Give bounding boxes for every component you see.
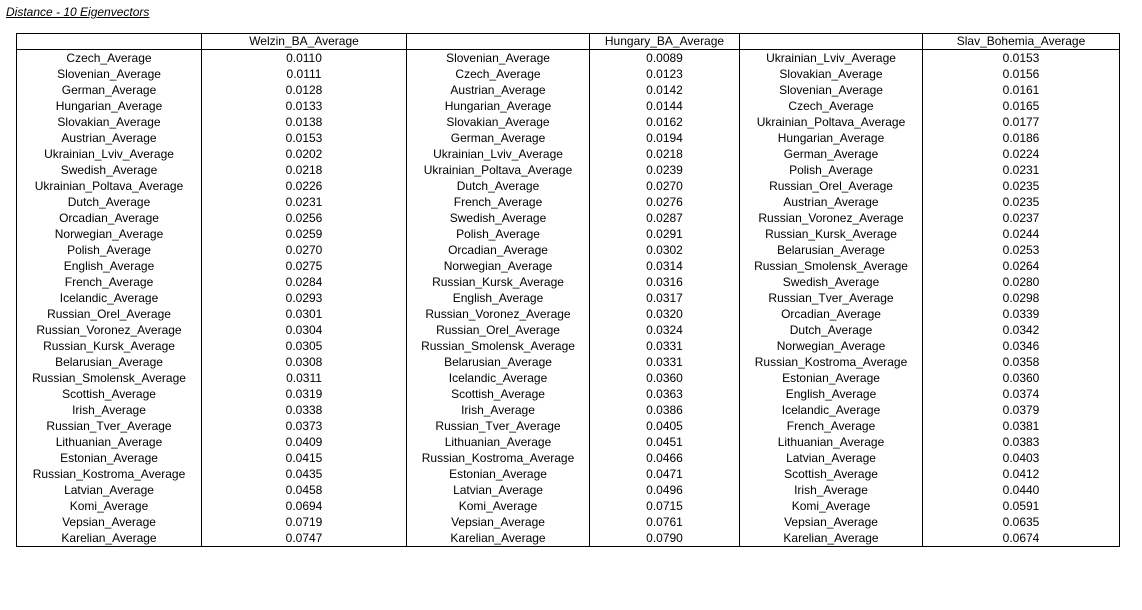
population-name-cell: Karelian_Average — [17, 530, 202, 547]
population-name-cell: Vepsian_Average — [17, 514, 202, 530]
population-name-cell: Russian_Orel_Average — [740, 178, 923, 194]
table-row — [17, 418, 1120, 434]
population-name-cell: Russian_Tver_Average — [407, 418, 590, 434]
population-name-cell: Swedish_Average — [17, 162, 202, 178]
population-name-cell: Vepsian_Average — [740, 514, 923, 530]
population-name-cell: Russian_Kursk_Average — [17, 338, 202, 354]
table-row — [17, 338, 1120, 354]
distance-value-cell: 0.0412 — [923, 466, 1120, 482]
distance-value-cell: 0.0360 — [923, 370, 1120, 386]
distance-value-cell: 0.0324 — [590, 322, 740, 338]
table-row — [17, 290, 1120, 306]
distance-value-cell: 0.0287 — [590, 210, 740, 226]
table-row — [17, 354, 1120, 370]
population-name-cell: Irish_Average — [17, 402, 202, 418]
population-name-cell: Czech_Average — [740, 98, 923, 114]
table-row — [17, 274, 1120, 290]
population-name-cell: Komi_Average — [17, 498, 202, 514]
distance-value-cell: 0.0239 — [590, 162, 740, 178]
distance-value-cell: 0.0123 — [590, 66, 740, 82]
table-row — [17, 178, 1120, 194]
population-name-cell: Norwegian_Average — [740, 338, 923, 354]
distance-value-cell: 0.0304 — [202, 322, 407, 338]
population-name-cell: Polish_Average — [740, 162, 923, 178]
population-name-cell: Polish_Average — [17, 242, 202, 258]
distance-value-cell: 0.0415 — [202, 450, 407, 466]
population-name-cell: Dutch_Average — [17, 194, 202, 210]
population-name-cell: German_Average — [17, 82, 202, 98]
table-row — [17, 98, 1120, 114]
distance-value-cell: 0.0381 — [923, 418, 1120, 434]
distance-value-cell: 0.0162 — [590, 114, 740, 130]
population-name-cell: Russian_Voronez_Average — [740, 210, 923, 226]
distance-value-cell: 0.0314 — [590, 258, 740, 274]
population-name-cell: Estonian_Average — [740, 370, 923, 386]
distance-value-cell: 0.0235 — [923, 194, 1120, 210]
distance-value-cell: 0.0142 — [590, 82, 740, 98]
population-name-cell: Latvian_Average — [407, 482, 590, 498]
population-name-cell: Czech_Average — [407, 66, 590, 82]
distance-value-cell: 0.0386 — [590, 402, 740, 418]
distance-value-cell: 0.0339 — [923, 306, 1120, 322]
distance-value-cell: 0.0761 — [590, 514, 740, 530]
table-row — [17, 162, 1120, 178]
population-name-cell: Russian_Orel_Average — [17, 306, 202, 322]
population-name-cell: Estonian_Average — [407, 466, 590, 482]
population-name-cell: French_Average — [407, 194, 590, 210]
distance-value-cell: 0.0496 — [590, 482, 740, 498]
distance-value-cell: 0.0280 — [923, 274, 1120, 290]
population-name-cell: Latvian_Average — [17, 482, 202, 498]
distance-value-cell: 0.0111 — [202, 66, 407, 82]
table-row — [17, 50, 1120, 67]
population-name-cell: Belarusian_Average — [407, 354, 590, 370]
population-name-cell: Russian_Voronez_Average — [407, 306, 590, 322]
distance-value-cell: 0.0305 — [202, 338, 407, 354]
table-row — [17, 450, 1120, 466]
distance-value-cell: 0.0256 — [202, 210, 407, 226]
population-name-cell: Estonian_Average — [17, 450, 202, 466]
distance-value-cell: 0.0235 — [923, 178, 1120, 194]
table-row — [17, 242, 1120, 258]
distance-value-cell: 0.0363 — [590, 386, 740, 402]
distance-value-cell: 0.0177 — [923, 114, 1120, 130]
population-name-cell: Austrian_Average — [407, 82, 590, 98]
population-name-cell: Ukrainian_Lviv_Average — [17, 146, 202, 162]
population-name-cell: Slovakian_Average — [17, 114, 202, 130]
population-name-cell: Polish_Average — [407, 226, 590, 242]
distance-value-cell: 0.0293 — [202, 290, 407, 306]
population-name-cell: Russian_Smolensk_Average — [740, 258, 923, 274]
header-cell: Hungary_BA_Average — [590, 34, 740, 50]
population-name-cell: Orcadian_Average — [407, 242, 590, 258]
distance-value-cell: 0.0440 — [923, 482, 1120, 498]
distance-value-cell: 0.0218 — [202, 162, 407, 178]
population-name-cell: Russian_Smolensk_Average — [17, 370, 202, 386]
distance-value-cell: 0.0451 — [590, 434, 740, 450]
table-row — [17, 386, 1120, 402]
population-name-cell: Russian_Kostroma_Average — [740, 354, 923, 370]
distance-value-cell: 0.0259 — [202, 226, 407, 242]
distance-value-cell: 0.0358 — [923, 354, 1120, 370]
distance-value-cell: 0.0275 — [202, 258, 407, 274]
population-name-cell: Scottish_Average — [17, 386, 202, 402]
distance-value-cell: 0.0186 — [923, 130, 1120, 146]
distance-value-cell: 0.0790 — [590, 530, 740, 547]
distance-value-cell: 0.0237 — [923, 210, 1120, 226]
distance-value-cell: 0.0435 — [202, 466, 407, 482]
distance-value-cell: 0.0244 — [923, 226, 1120, 242]
distance-value-cell: 0.0403 — [923, 450, 1120, 466]
table-row — [17, 466, 1120, 482]
distance-value-cell: 0.0320 — [590, 306, 740, 322]
population-name-cell: Austrian_Average — [17, 130, 202, 146]
header-cell — [17, 34, 202, 50]
distance-value-cell: 0.0276 — [590, 194, 740, 210]
table-row — [17, 514, 1120, 530]
population-name-cell: Slovenian_Average — [17, 66, 202, 82]
population-name-cell: Ukrainian_Poltava_Average — [17, 178, 202, 194]
population-name-cell: Dutch_Average — [407, 178, 590, 194]
distance-value-cell: 0.0458 — [202, 482, 407, 498]
table-row — [17, 306, 1120, 322]
distance-value-cell: 0.0466 — [590, 450, 740, 466]
distance-value-cell: 0.0194 — [590, 130, 740, 146]
population-name-cell: German_Average — [740, 146, 923, 162]
population-name-cell: Latvian_Average — [740, 450, 923, 466]
distance-value-cell: 0.0317 — [590, 290, 740, 306]
population-name-cell: German_Average — [407, 130, 590, 146]
distance-value-cell: 0.0311 — [202, 370, 407, 386]
population-name-cell: Belarusian_Average — [740, 242, 923, 258]
distance-value-cell: 0.0405 — [590, 418, 740, 434]
table-row — [17, 114, 1120, 130]
table-row — [17, 226, 1120, 242]
distance-value-cell: 0.0694 — [202, 498, 407, 514]
distance-value-cell: 0.0319 — [202, 386, 407, 402]
distance-value-cell: 0.0270 — [590, 178, 740, 194]
distance-value-cell: 0.0226 — [202, 178, 407, 194]
table-row — [17, 402, 1120, 418]
population-name-cell: Slovenian_Average — [407, 50, 590, 67]
distance-value-cell: 0.0373 — [202, 418, 407, 434]
table-row — [17, 322, 1120, 338]
population-name-cell: Slovenian_Average — [740, 82, 923, 98]
distance-value-cell: 0.0270 — [202, 242, 407, 258]
distance-table — [16, 33, 1120, 547]
distance-value-cell: 0.0224 — [923, 146, 1120, 162]
population-name-cell: Ukrainian_Lviv_Average — [740, 50, 923, 67]
population-name-cell: Orcadian_Average — [740, 306, 923, 322]
population-name-cell: Scottish_Average — [407, 386, 590, 402]
distance-value-cell: 0.0202 — [202, 146, 407, 162]
population-name-cell: Icelandic_Average — [17, 290, 202, 306]
population-name-cell: Russian_Smolensk_Average — [407, 338, 590, 354]
distance-value-cell: 0.0747 — [202, 530, 407, 547]
distance-value-cell: 0.0342 — [923, 322, 1120, 338]
distance-value-cell: 0.0128 — [202, 82, 407, 98]
distance-value-cell: 0.0218 — [590, 146, 740, 162]
distance-value-cell: 0.0308 — [202, 354, 407, 370]
population-name-cell: Norwegian_Average — [17, 226, 202, 242]
population-name-cell: Irish_Average — [740, 482, 923, 498]
population-name-cell: Russian_Orel_Average — [407, 322, 590, 338]
population-name-cell: Russian_Kostroma_Average — [407, 450, 590, 466]
population-name-cell: Icelandic_Average — [740, 402, 923, 418]
distance-value-cell: 0.0110 — [202, 50, 407, 67]
distance-value-cell: 0.0156 — [923, 66, 1120, 82]
distance-value-cell: 0.0264 — [923, 258, 1120, 274]
header-cell — [740, 34, 923, 50]
distance-value-cell: 0.0231 — [923, 162, 1120, 178]
distance-value-cell: 0.0165 — [923, 98, 1120, 114]
population-name-cell: Dutch_Average — [740, 322, 923, 338]
population-name-cell: French_Average — [17, 274, 202, 290]
population-name-cell: Lithuanian_Average — [407, 434, 590, 450]
table-row — [17, 258, 1120, 274]
population-name-cell: Vepsian_Average — [407, 514, 590, 530]
population-name-cell: Irish_Average — [407, 402, 590, 418]
distance-value-cell: 0.0138 — [202, 114, 407, 130]
distance-value-cell: 0.0089 — [590, 50, 740, 67]
table-row — [17, 66, 1120, 82]
distance-value-cell: 0.0346 — [923, 338, 1120, 354]
population-name-cell: Russian_Tver_Average — [17, 418, 202, 434]
population-name-cell: Russian_Kostroma_Average — [17, 466, 202, 482]
distance-value-cell: 0.0253 — [923, 242, 1120, 258]
distance-value-cell: 0.0301 — [202, 306, 407, 322]
population-name-cell: Russian_Kursk_Average — [740, 226, 923, 242]
header-cell: Slav_Bohemia_Average — [923, 34, 1120, 50]
population-name-cell: Ukrainian_Lviv_Average — [407, 146, 590, 162]
population-name-cell: Swedish_Average — [407, 210, 590, 226]
page-title: Distance - 10 Eigenvectors — [6, 5, 150, 19]
population-name-cell: Ukrainian_Poltava_Average — [407, 162, 590, 178]
population-name-cell: Slovakian_Average — [740, 66, 923, 82]
header-cell — [407, 34, 590, 50]
population-name-cell: Lithuanian_Average — [740, 434, 923, 450]
distance-value-cell: 0.0374 — [923, 386, 1120, 402]
distance-value-cell: 0.0409 — [202, 434, 407, 450]
table-row — [17, 482, 1120, 498]
population-name-cell: Slovakian_Average — [407, 114, 590, 130]
distance-value-cell: 0.0284 — [202, 274, 407, 290]
population-name-cell: Czech_Average — [17, 50, 202, 67]
population-name-cell: English_Average — [740, 386, 923, 402]
table-row — [17, 146, 1120, 162]
distance-value-cell: 0.0231 — [202, 194, 407, 210]
population-name-cell: Komi_Average — [740, 498, 923, 514]
distance-value-cell: 0.0360 — [590, 370, 740, 386]
distance-value-cell: 0.0338 — [202, 402, 407, 418]
distance-value-cell: 0.0383 — [923, 434, 1120, 450]
distance-value-cell: 0.0379 — [923, 402, 1120, 418]
distance-value-cell: 0.0715 — [590, 498, 740, 514]
distance-value-cell: 0.0331 — [590, 354, 740, 370]
population-name-cell: English_Average — [17, 258, 202, 274]
population-name-cell: Karelian_Average — [740, 530, 923, 547]
distance-value-cell: 0.0153 — [923, 50, 1120, 67]
distance-value-cell: 0.0302 — [590, 242, 740, 258]
distance-value-cell: 0.0635 — [923, 514, 1120, 530]
population-name-cell: Hungarian_Average — [407, 98, 590, 114]
distance-value-cell: 0.0133 — [202, 98, 407, 114]
table-row — [17, 370, 1120, 386]
table-body — [17, 50, 1120, 547]
table-row — [17, 210, 1120, 226]
distance-value-cell: 0.0719 — [202, 514, 407, 530]
table-row — [17, 82, 1120, 98]
distance-value-cell: 0.0144 — [590, 98, 740, 114]
distance-value-cell: 0.0591 — [923, 498, 1120, 514]
population-name-cell: Russian_Tver_Average — [740, 290, 923, 306]
distance-value-cell: 0.0161 — [923, 82, 1120, 98]
distance-value-cell: 0.0298 — [923, 290, 1120, 306]
population-name-cell: Lithuanian_Average — [17, 434, 202, 450]
population-name-cell: Austrian_Average — [740, 194, 923, 210]
distance-value-cell: 0.0316 — [590, 274, 740, 290]
distance-value-cell: 0.0291 — [590, 226, 740, 242]
population-name-cell: Belarusian_Average — [17, 354, 202, 370]
table-header-row — [17, 34, 1120, 50]
table-row — [17, 530, 1120, 547]
population-name-cell: French_Average — [740, 418, 923, 434]
population-name-cell: Komi_Average — [407, 498, 590, 514]
distance-value-cell: 0.0331 — [590, 338, 740, 354]
header-cell: Welzin_BA_Average — [202, 34, 407, 50]
population-name-cell: Russian_Kursk_Average — [407, 274, 590, 290]
table-row — [17, 498, 1120, 514]
population-name-cell: Russian_Voronez_Average — [17, 322, 202, 338]
distance-value-cell: 0.0471 — [590, 466, 740, 482]
distance-value-cell: 0.0674 — [923, 530, 1120, 547]
distance-value-cell: 0.0153 — [202, 130, 407, 146]
population-name-cell: Orcadian_Average — [17, 210, 202, 226]
table-row — [17, 194, 1120, 210]
table-row — [17, 434, 1120, 450]
population-name-cell: Swedish_Average — [740, 274, 923, 290]
population-name-cell: Hungarian_Average — [17, 98, 202, 114]
population-name-cell: Hungarian_Average — [740, 130, 923, 146]
population-name-cell: Icelandic_Average — [407, 370, 590, 386]
population-name-cell: Norwegian_Average — [407, 258, 590, 274]
population-name-cell: Ukrainian_Poltava_Average — [740, 114, 923, 130]
population-name-cell: Karelian_Average — [407, 530, 590, 547]
population-name-cell: Scottish_Average — [740, 466, 923, 482]
table-row — [17, 130, 1120, 146]
population-name-cell: English_Average — [407, 290, 590, 306]
